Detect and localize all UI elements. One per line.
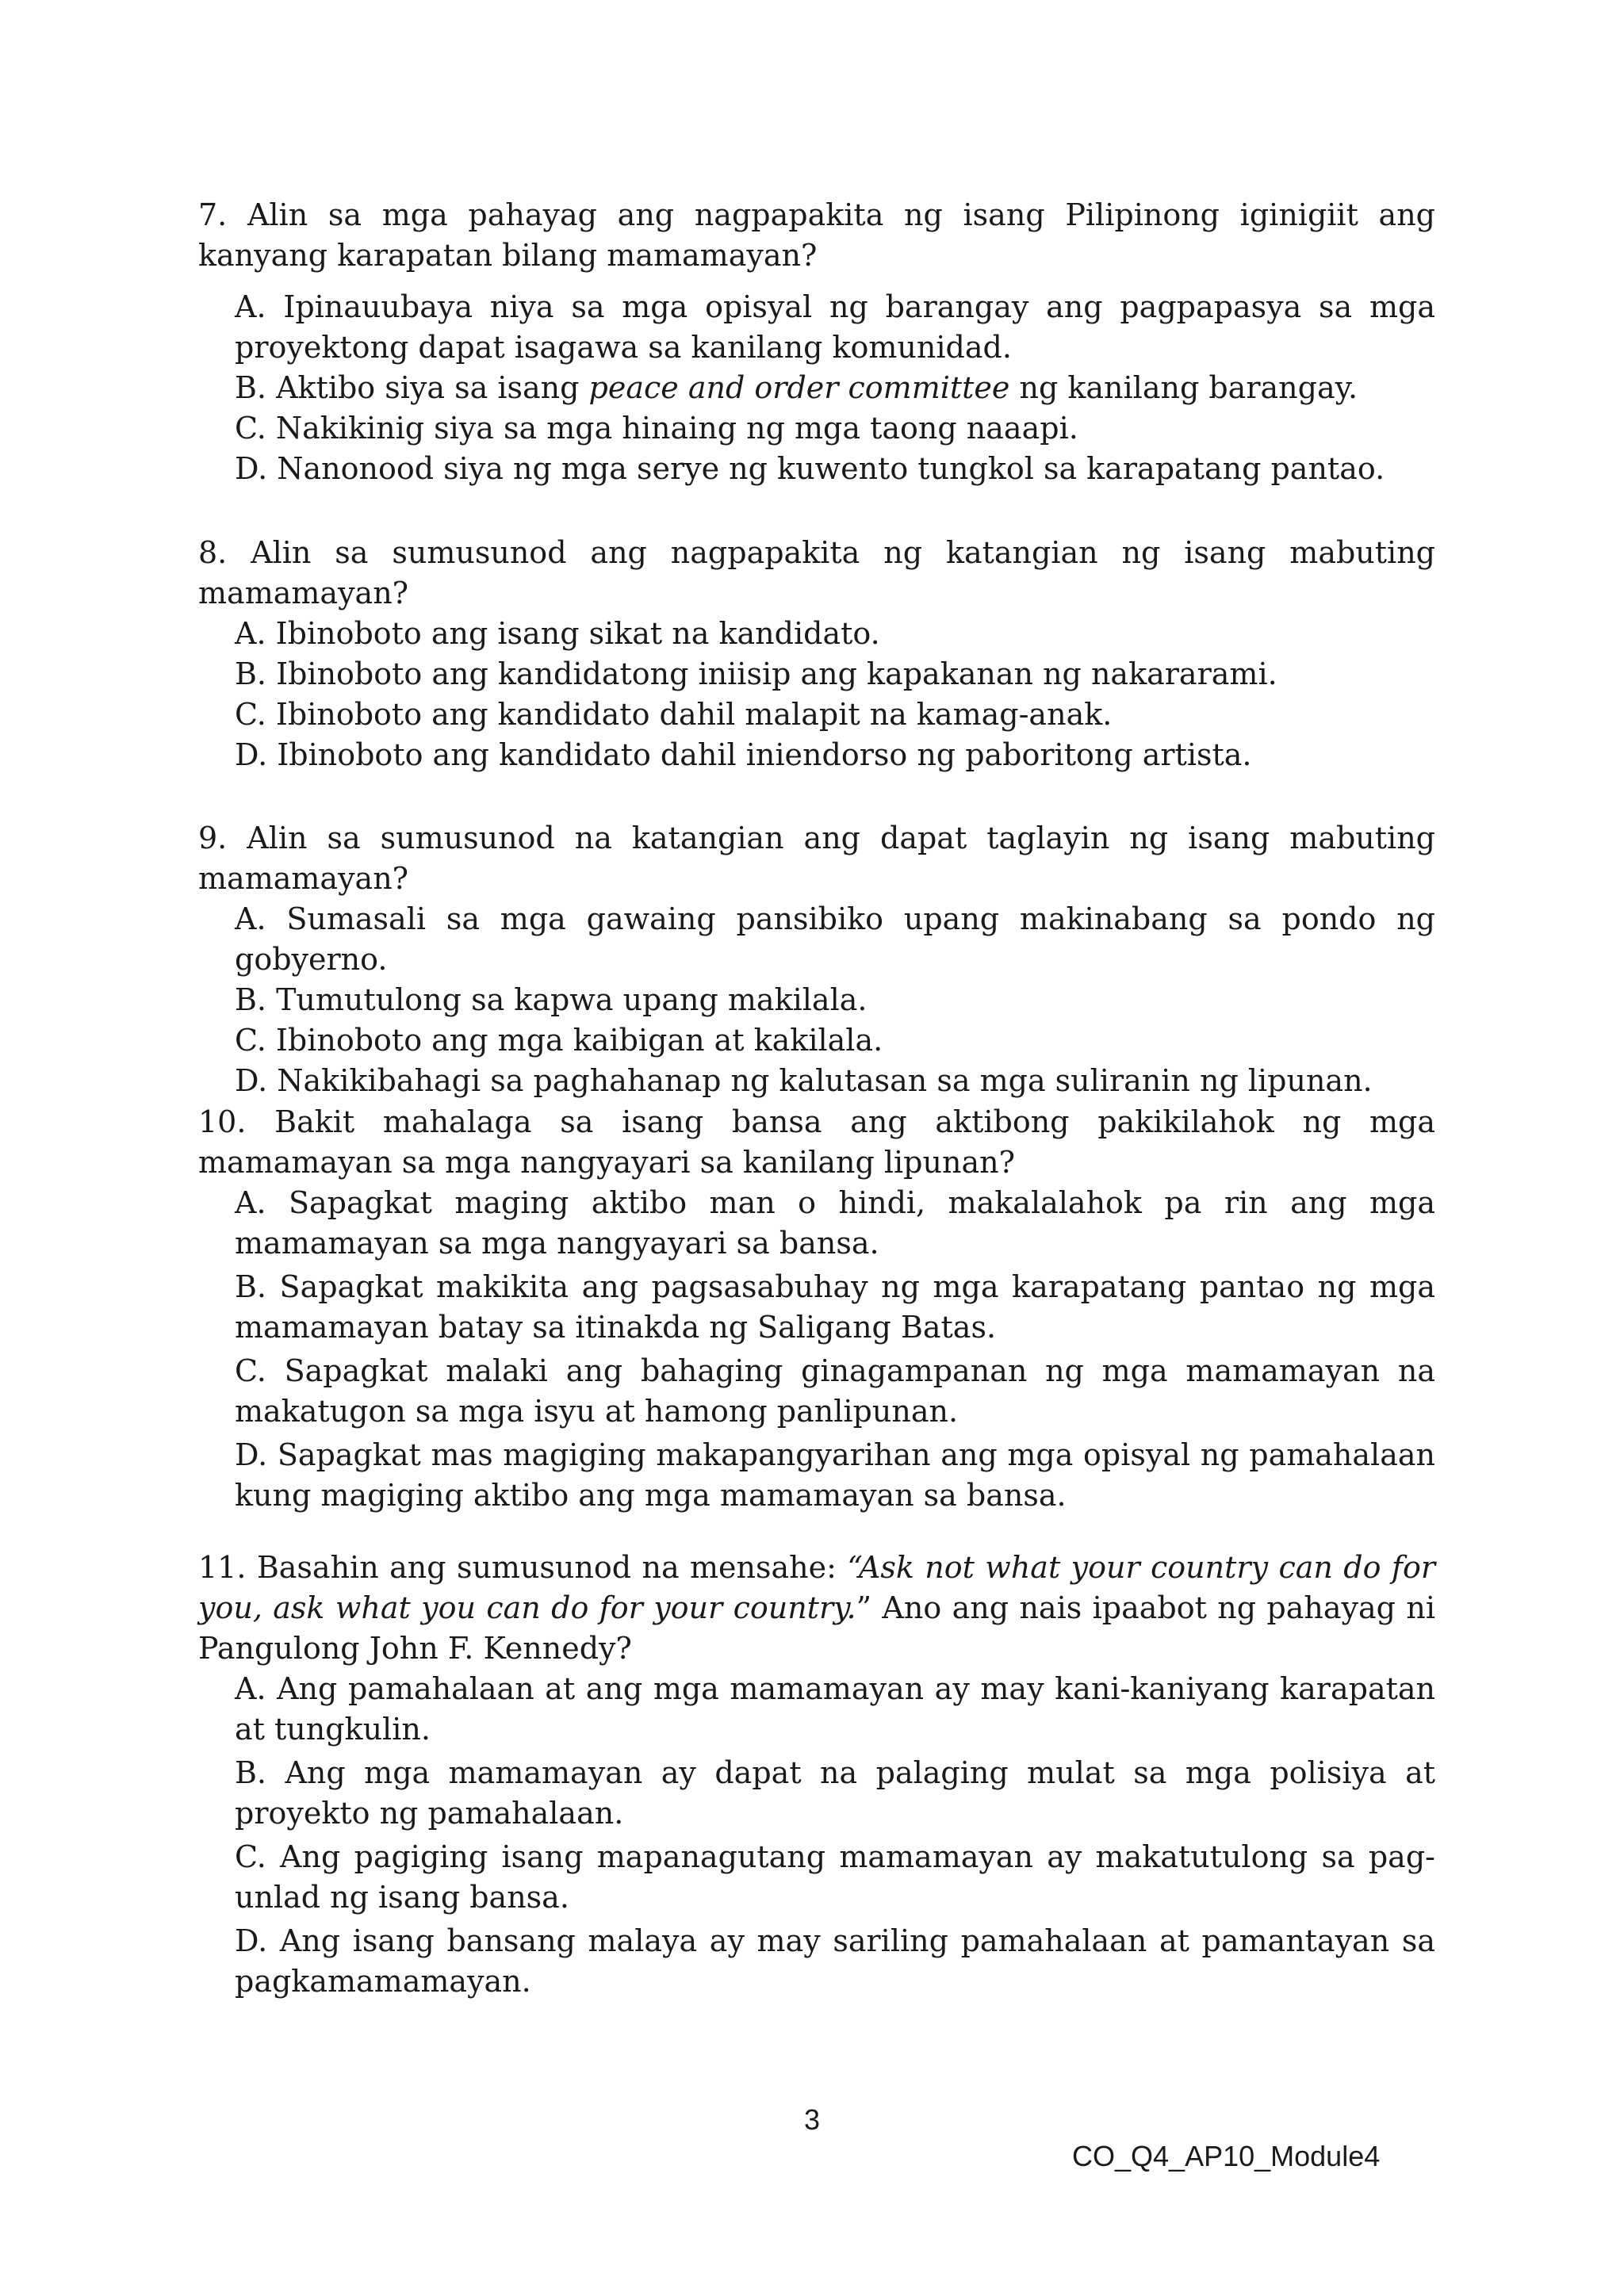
- kennedy-quote: “Ask not what your country can do for you, ask what you can do for your country.: [198, 1550, 1435, 1625]
- question-stem: 10. Bakit mahalaga sa isang bansa ang aktibong pakikilahok ng mga mamamayan sa mga nangyayari sa kanilang lipunan?: [198, 1104, 1435, 1180]
- choice-a: A. Ipinauubaya niya sa mga opisyal ng barangay ang pagpapasya sa mga proyektong dapat isagawa sa kanilang komunidad.: [235, 289, 1435, 365]
- choice-b: B. Ibinoboto ang kandidatong iniisip ang kapakanan ng nakararami.: [235, 656, 1277, 691]
- question-stem: 9. Alin sa sumusunod na katangian ang dapat taglayin ng isang mabuting mamamayan?: [198, 821, 1435, 896]
- choice-list: [198, 1183, 1435, 1516]
- question-10: [198, 1102, 1435, 1516]
- choice-c: C. Ibinoboto ang kandidato dahil malapit na kamag-anak.: [235, 697, 1113, 732]
- page-number: 3: [803, 2103, 821, 2136]
- question-stem: [198, 1548, 1435, 1669]
- choice-c: C. Sapagkat malaki ang bahaging ginagampanan ng mga mamamayan na makatugon sa mga isyu at hamong panlipunan.: [235, 1353, 1435, 1429]
- question-stem: 8. Alin sa sumusunod ang nagpapakita ng katangian ng isang mabuting mamamayan?: [198, 535, 1435, 610]
- question-11: [198, 1548, 1435, 2002]
- choice-b: B. Sapagkat makikita ang pagsasabuhay ng mga karapatang pantao ng mga mamamayan batay sa itinakda ng Saligang Batas.: [235, 1269, 1435, 1345]
- choice-list: [198, 287, 1435, 489]
- choice-d: D. Nanonood siya ng mga serye ng kuwento tungkol sa karapatang pantao.: [235, 451, 1385, 486]
- choice-a: A. Sumasali sa mga gawaing pansibiko upang makinabang sa pondo ng gobyerno.: [235, 901, 1435, 977]
- choice-c: C. Nakikinig siya sa mga hinaing ng mga taong naaapi.: [235, 411, 1078, 446]
- choice-b: B. Ang mga mamamayan ay dapat na palaging mulat sa mga polisiya at proyekto ng pamahalaan.: [235, 1755, 1435, 1831]
- choice-b: B. Tumutulong sa kapwa upang makilala.: [235, 982, 868, 1017]
- choice-b-italic: peace and order committee: [588, 370, 1010, 405]
- choice-a: A. Sapagkat maging aktibo man o hindi, makalalahok pa rin ang mga mamamayan sa mga nangyayari sa bansa.: [235, 1185, 1435, 1261]
- choice-list: [198, 614, 1435, 775]
- choice-a: A. Ang pamahalaan at ang mga mamamayan ay may kani-kaniyang karapatan at tungkulin.: [235, 1671, 1435, 1747]
- stem-head: 11. Basahin ang sumusunod na mensahe:: [198, 1550, 848, 1585]
- choice-d: D. Nakikibahagi sa paghahanap ng kalutasan sa mga suliranin ng lipunan.: [235, 1063, 1373, 1098]
- choice-a: A. Ibinoboto ang isang sikat na kandidato.: [235, 616, 880, 651]
- stem-tail: ” Ano ang nais ipaabot ng pahayag ni Pangulong John F. Kennedy?: [198, 1590, 1435, 1666]
- choice-c: C. Ibinoboto ang mga kaibigan at kakilala.: [235, 1023, 883, 1058]
- choice-d: D. Ibinoboto ang kandidato dahil iniendorso ng paboritong artista.: [235, 737, 1252, 772]
- choice-d: D. Ang isang bansang malaya ay may sariling pamahalaan at pamantayan sa pagkamamamayan.: [235, 1923, 1435, 1999]
- question-stem: 7. Alin sa mga pahayag ang nagpapakita ng isang Pilipinong iginigiit ang kanyang karapatan bilang mamamayan?: [198, 197, 1435, 273]
- module-code: CO_Q4_AP10_Module4: [1072, 2140, 1381, 2172]
- choice-c: C. Ang pagiging isang mapanagutang mamamayan ay makatutulong sa pag-unlad ng isang bansa.: [235, 1839, 1435, 1915]
- document-page: [198, 0, 1435, 2296]
- question-9: [198, 818, 1435, 1101]
- question-8: [198, 533, 1435, 775]
- choice-d: D. Sapagkat mas magiging makapangyarihan ang mga opisyal ng pamahalaan kung magiging aktibo ang mga mamamayan sa bansa.: [235, 1437, 1435, 1513]
- choice-b: [235, 368, 1435, 408]
- choice-list: [198, 899, 1435, 1101]
- choice-list: [198, 1669, 1435, 2002]
- question-7: [198, 195, 1435, 489]
- choice-b-tail: ng kanilang barangay.: [1009, 370, 1358, 405]
- choice-b-head: B. Aktibo siya sa isang: [235, 370, 589, 405]
